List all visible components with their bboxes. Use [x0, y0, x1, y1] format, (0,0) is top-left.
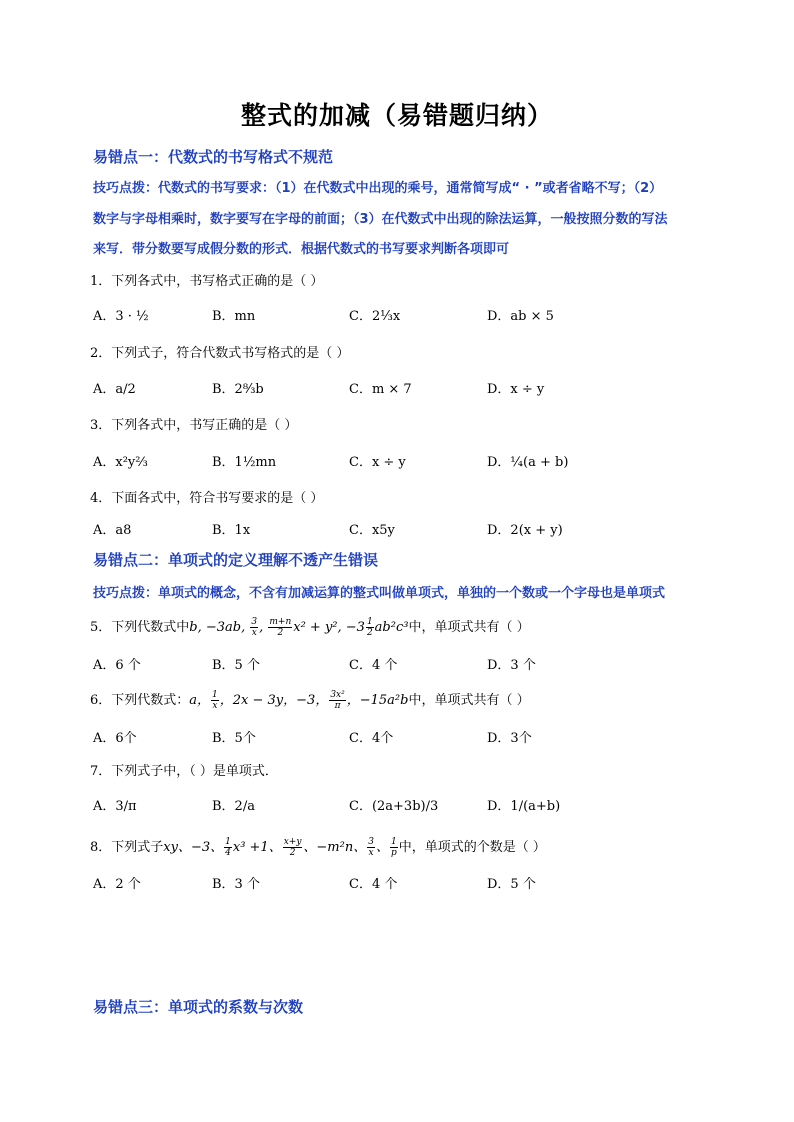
question-6-options — [93, 727, 653, 749]
question-2-options — [93, 378, 653, 400]
option-b: B．mn — [212, 309, 256, 324]
option-d: D．5 个 — [487, 877, 536, 892]
option-d: D．1/(a+b) — [487, 799, 561, 814]
option-d: D．ab × 5 — [487, 309, 554, 324]
question-3-options — [93, 451, 653, 473]
option-a: A．a8 — [93, 523, 132, 538]
option-b: B．3 个 — [212, 877, 260, 892]
option-a: A．3 · ½ — [93, 309, 149, 324]
option-b: B．5 个 — [212, 658, 260, 673]
section-heading-1: 易错点一：代数式的书写格式不规范 — [93, 148, 334, 166]
option-c: C．x ÷ y — [349, 455, 406, 470]
option-c: C．4个 — [349, 731, 394, 746]
question-1-options — [93, 305, 653, 327]
question-7-options — [93, 795, 653, 817]
question-5-options — [93, 654, 653, 676]
option-a: A．2 个 — [93, 877, 141, 892]
option-c: C．4 个 — [349, 658, 398, 673]
question-8-stem — [90, 836, 546, 858]
question-3-stem: 3．下列各式中，书写正确的是（ ） — [90, 418, 298, 433]
question-5-prefix: 5．下列代数式中 — [90, 620, 190, 635]
question-8-prefix: 8．下列式子 — [90, 840, 164, 855]
tip-line: 技巧点拨：代数式的书写要求：（1）在代数式中出现的乘号，通常简写成“ · ”或者省略不写；（2） — [93, 181, 663, 196]
question-4-stem: 4．下面各式中，符合书写要求的是（ ） — [90, 491, 324, 506]
option-b: B．2/a — [212, 799, 255, 814]
option-c: C．m × 7 — [349, 382, 412, 397]
option-a: A．3/π — [93, 799, 137, 814]
option-a: A．6个 — [93, 731, 137, 746]
section-heading-2: 易错点二：单项式的定义理解不透产生错误 — [93, 551, 379, 569]
option-b: B．1½mn — [212, 455, 277, 470]
question-6-stem — [90, 689, 530, 711]
option-d: D．x ÷ y — [487, 382, 545, 397]
question-5-suffix: 中，单项式共有（ ） — [408, 620, 530, 635]
option-b: B．2⁸⁄₃b — [212, 382, 264, 397]
question-5-stem — [90, 616, 530, 638]
question-1-stem: 1．下列各式中，书写格式正确的是（ ） — [90, 274, 324, 289]
option-d: D．¼(a + b) — [487, 455, 569, 470]
tip-line: 技巧点拨：单项式的概念，不含有加减运算的整式叫做单项式，单独的一个数或一个字母也是单项式 — [93, 586, 666, 601]
option-c: C．4 个 — [349, 877, 398, 892]
option-b: B．5个 — [212, 731, 256, 746]
tip-line: 来写．带分数要写成假分数的形式．根据代数式的书写要求判断各项即可 — [93, 242, 510, 257]
question-6-suffix: 中，单项式共有（ ） — [408, 693, 530, 708]
question-7-stem: 7．下列式子中，（ ）是单项式． — [90, 764, 278, 779]
option-a: A．x²y⅔ — [93, 455, 148, 470]
option-a: A．6 个 — [93, 658, 141, 673]
question-4-options — [93, 519, 653, 541]
option-d: D．2(x + y) — [487, 523, 563, 538]
option-c: C．(2a+3b)/3 — [349, 799, 439, 814]
option-d: D．3个 — [487, 731, 532, 746]
question-6-prefix: 6．下列代数式： — [90, 693, 190, 708]
option-c: C．2⅓x — [349, 309, 401, 324]
question-2-stem: 2．下列式子，符合代数式书写格式的是（ ） — [90, 346, 350, 361]
tip-line: 数字与字母相乘时，数字要写在字母的前面；（3）在代数式中出现的除法运算，一般按照分数的写法 — [93, 212, 668, 227]
option-a: A．a/2 — [93, 382, 136, 397]
section-heading-3: 易错点三：单项式的系数与次数 — [93, 998, 304, 1016]
option-d: D．3 个 — [487, 658, 536, 673]
question-8-options — [93, 873, 653, 895]
question-8-suffix: 中，单项式的个数是（ ） — [398, 840, 546, 855]
option-c: C．x5y — [349, 523, 395, 538]
question-8-expression: xy、−3、 $\frac{1}{4}$ x³ +1、 $\frac{x+y}{2}$ 、−m²n、 $\frac{3}{x}$ 、 $\frac{1}{p}$ — [163, 837, 397, 858]
question-6-expression: a， $\frac{1}{x}$ ，2x − 3y，−3， $\frac{\text{3x²}}{\pi}$ ，−15a²b — [189, 690, 409, 711]
question-5-expression: b, −3ab, $\frac{3}{x}$ , $\frac{m+n}{2}$ x² + y², −3 $\frac{1}{2}$ ab²c³ — [189, 617, 409, 638]
option-b: B．1x — [212, 523, 251, 538]
page-title: 整式的加减（易错题归纳） — [240, 101, 553, 130]
